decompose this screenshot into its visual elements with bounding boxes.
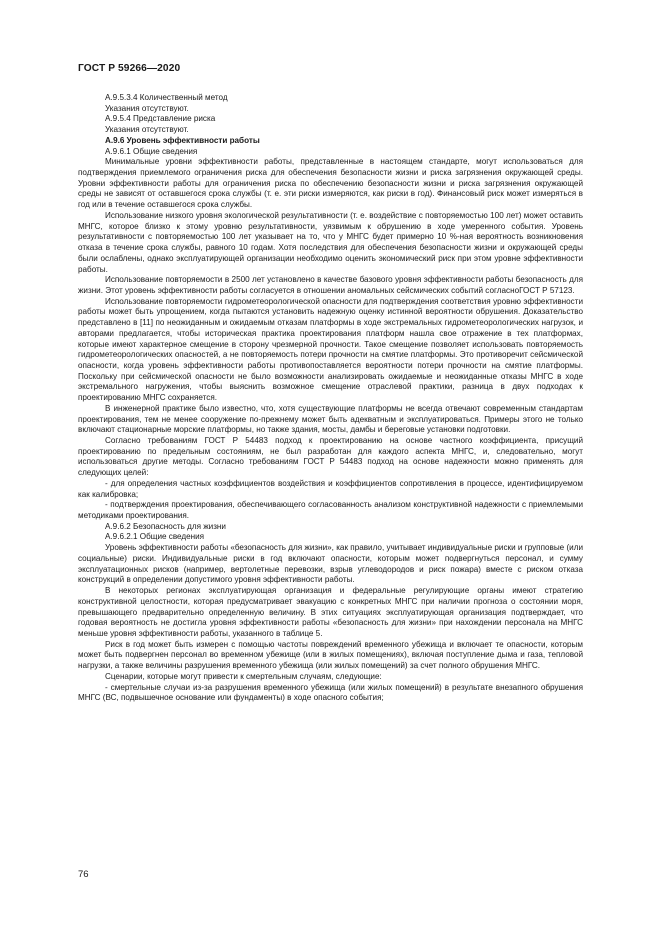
section-heading: А.9.6 Уровень эффективности работы [105,135,260,145]
paragraph: Использование низкого уровня экологической результативности (т. е. воздействие с повторяемостью 100 лет) может оставить МНГС, которое близко к этому уровню результативности, уязвимым к обрушению в ходе умеренного события. Уровень результативности с повторяемостью 100 лет указывает на то, что у МНГС будет примерно 10 %-ная вероятность возникновения отказа в течение срока службы, равного 10 годам. Хотя последствия для обеспечения безопасности жизни и окружающей среды были ослаблены, однако эксплуатирующей организации необходимо оценить экономический риск при этом уровне эффективности работы. [78,210,583,274]
document-header: ГОСТ Р 59266—2020 [78,63,181,74]
paragraph: Указания отсутствуют. [105,103,189,113]
paragraph: Минимальные уровни эффективности работы, представленные в настоящем стандарте, могут использоваться для подтверждения приемлемого ограничения риска для обеспечения безопасности жизни и риска загрязнения окружающей среды. Уровни эффективности работы для ограничения риска по обеспечению безопасности жизни и риска загрязнения окружающей среды не зависят от оставшегося срока службы (т. е. эти риски измеряются, как риски в год). Финансовый риск может измеряться в год или в течение оставшегося срока службы. [78,157,583,210]
paragraph: Использование повторяемости в 2500 лет установлено в качестве базового уровня эффективности работы безопасность для жизни. Этот уровень эффективности работы согласуется в отношении аномальных сейсмических событий согласноГОСТ Р 57123. [78,275,583,295]
paragraph: Согласно требованиям ГОСТ Р 54483 подход к проектированию на основе частного коэффициента, присущий проектированию по предельным состояниям, не был разработан для каждого аспекта МНГС, и, следовательно, могут использоваться другие методы. Согласно требованиям ГОСТ Р 54483 подход на основе надежности можно применять для следующих целей: [78,436,583,478]
paragraph: А.9.5.3.4 Количественный метод [105,93,228,102]
paragraph: А.9.5.4 Представление риска [105,114,216,124]
paragraph: Уровень эффективности работы «безопасность для жизни», как правило, учитывает индивидуальные риски и групповые (или социальные) риски. Индивидуальные риски в год включают опасности, которым может подвергнуться персонал, и сумму эксплуатационных рисков (например, вертолетные перевозки, взрыв углеводородов и риск пожара) вместе с риском отказа конструкций в определении допустимого уровня эффективности работы. [78,543,583,585]
paragraph: А.9.6.2.1 Общие сведения [105,532,205,542]
paragraph: - смертельные случаи из-за разрушения временного убежища (или жилых помещений) в результате внезапного обрушения МНГС (ВС, подвышечное основание или фундаменты) в ходе опасного события; [78,682,583,703]
paragraph: - для определения частных коэффициентов воздействия и коэффициентов сопротивления в процессе, идентифицируемом как калибровка; [78,478,583,499]
paragraph: Указания отсутствуют. [105,125,189,135]
paragraph: Использование повторяемости гидрометеорологической опасности для подтверждения соответствия уровню эффективности работы может быть упрощением, когда пытаются установить надежную оценку истинной вероятности обрушения. Доказательство представлено в [11] по неожиданным и ожидаемым отказам платформы в ходе экстремальных гидрометеорологических нагрузок, и авторами предлагается, чтобы историческая практика проектирования платформ нашла свое отражение в тех платформах, которые имеют характерное смещение в сторону чрезмерной прочности. Такое смещение позволяет использовать повторяемость гидрометеорологических опасностей, а не повторяемость потери прочности на смятие платформы. Это противоречит сейсмической опасности, когда уровень эффективности работы противопоставляется вероятности потери прочности на смятие платформы. Поскольку при сейсмической опасности не было возможности анализировать ожидаемые и неожиданные отказы МНГС в ходе экстремального нагружения, чтобы выяснить возможное смещение отраслевой практики, разница в двух подходах к проектированию МНГС сохраняется. [78,296,583,403]
page-number: 76 [78,869,89,880]
paragraph: Риск в год может быть измерен с помощью частоты повреждений временного убежища и включает те опасности, которым может быть подвергнен персонал во временном убежище (или в жилых помещениях), включая поступление дыма и газа, тепловой нагрузки, а также величины разрушения временного убежища (или жилых помещений) за счет полного обрушения МНГС. [78,639,583,671]
paragraph: Сценарии, которые могут привести к смертельным случаям, следующие: [105,671,382,681]
paragraph: А.9.6.1 Общие сведения [105,146,198,156]
paragraph: А.9.6.2 Безопасность для жизни [105,521,226,531]
paragraph: В некоторых регионах эксплуатирующая организация и федеральные регулирующие органы имеют стратегию конструктивной целостности, которая предусматривает эвакуацию с конкретных МНГС при наличии прогноза о состоянии моря, превышающего предварительно определенную величину. В этих ситуациях эксплуатирующая организация подтверждает, что годовая вероятность не достигла уровня эффективности работы «безопасность для жизни» при нахождении персонала на МНГС меньше уровня эффективности работы, указанного в таблице 5. [78,586,583,638]
paragraph: В инженерной практике было известно, что, хотя существующие платформы не всегда отвечают современным стандартам проектирования, тем не менее сооружение по-прежнему может быть адекватным и эксплуатироваться. Примеры этого не только включают стационарные морские платформы, но также здания, мосты, дамбы и береговые установки подготовки. [78,403,583,435]
paragraph: - подтверждения проектирования, обеспечивающего согласованность анализом конструктивной надежности с приемлемыми методиками проектирования. [78,500,583,521]
document-body [78,93,583,704]
